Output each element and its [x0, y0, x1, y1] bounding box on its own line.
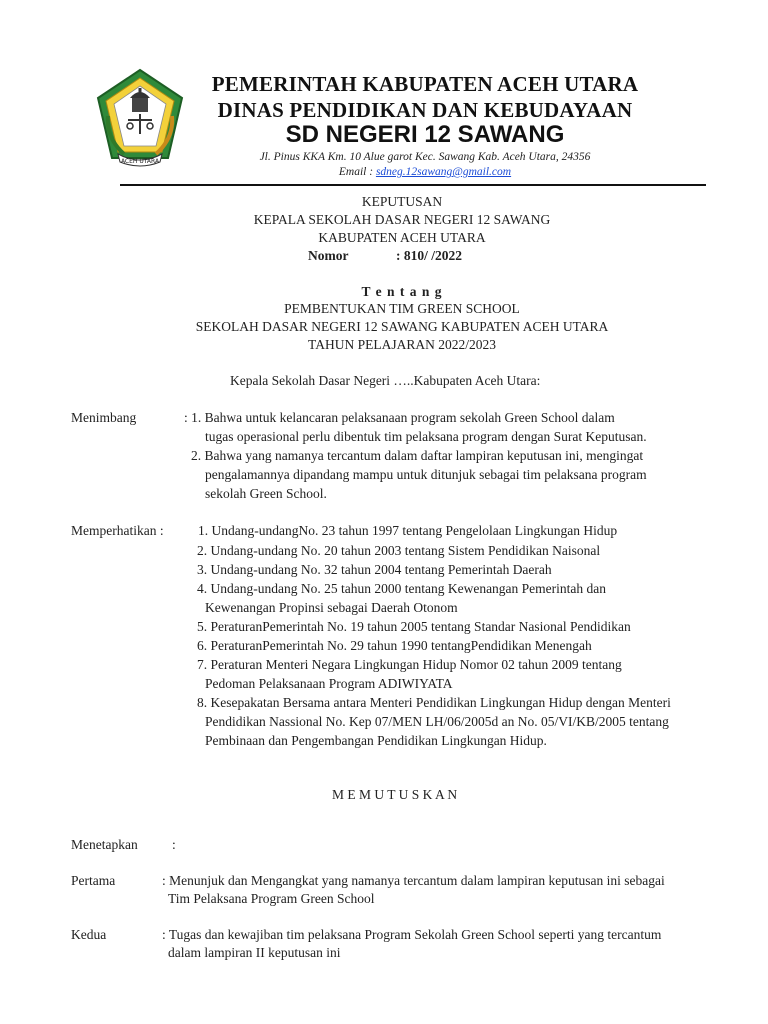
- tentang-label: T e n t a n g: [361, 284, 443, 299]
- memperhatikan-line: 5. PeraturanPemerintah No. 19 tahun 2005 tentang Standar Nasional Pendidikan: [197, 619, 631, 634]
- doc-title-issuer: KEPALA SEKOLAH DASAR NEGERI 12 SAWANG: [253, 212, 551, 227]
- email-label: Email :: [338, 166, 376, 178]
- menimbang-line: tugas operasional perlu dibentuk tim pelaksana program dengan Surat Keputusan.: [205, 429, 647, 444]
- menimbang-line: sekolah Green School.: [205, 486, 327, 501]
- letterhead-divider: [120, 184, 706, 186]
- memperhatikan-line: 1. Undang-undangNo. 23 tahun 1997 tentang Pengelolaan Lingkungan Hidup: [198, 523, 618, 538]
- tentang-line-2: SEKOLAH DASAR NEGERI 12 SAWANG KABUPATEN ACEH UTARA: [195, 319, 609, 334]
- letterhead-email-line: [190, 166, 660, 178]
- menetapkan-colon: :: [172, 837, 176, 852]
- letterhead-address: Jl. Pinus KKA Km. 10 Alue garot Kec. Sawang Kab. Aceh Utara, 24356: [259, 151, 591, 163]
- intro-line: Kepala Sekolah Dasar Negeri …..Kabupaten Aceh Utara:: [230, 373, 541, 388]
- kedua-line-1: : Tugas dan kewajiban tim pelaksana Program Sekolah Green School seperti yang tercantum: [162, 927, 662, 942]
- kabupaten-logo: [94, 68, 186, 168]
- logo-ribbon-text: ACEH UTARA: [120, 158, 160, 165]
- menimbang-line: 2. Bahwa yang namanya tercantum dalam daftar lampiran keputusan ini, mengingat: [191, 448, 644, 463]
- menimbang-line: : 1. Bahwa untuk kelancaran pelaksanaan program sekolah Green School dalam: [184, 410, 615, 425]
- letterhead-department: DINAS PENDIDIKAN DAN KEBUDAYAAN: [217, 98, 633, 122]
- nomor-label: Nomor: [308, 248, 349, 263]
- memutuskan-heading: M E M U T U S K A N: [332, 787, 458, 802]
- memperhatikan-line: 3. Undang-undang No. 32 tahun 2004 tentang Pemerintah Daerah: [197, 562, 552, 577]
- memperhatikan-line: Pendidikan Nassional No. Kep 07/MEN LH/06/2005d an No. 05/VI/KB/2005 tentang: [205, 714, 669, 729]
- pertama-line-2: Tim Pelaksana Program Green School: [168, 891, 375, 906]
- menimbang-line: pengalamannya dipandang mampu untuk ditunjuk sebagai tim pelaksana program: [205, 467, 647, 482]
- letterhead-government: PEMERINTAH KABUPATEN ACEH UTARA: [211, 72, 639, 96]
- memperhatikan-line: Pedoman Pelaksanaan Program ADIWIYATA: [205, 676, 453, 691]
- memperhatikan-line: 7. Peraturan Menteri Negara Lingkungan Hidup Nomor 02 tahun 2009 tentang: [197, 657, 622, 672]
- kedua-line-2: dalam lampiran II keputusan ini: [168, 945, 341, 960]
- pertama-label: Pertama: [71, 873, 116, 888]
- nomor-value: : 810/ /2022: [396, 248, 462, 263]
- memperhatikan-line: 4. Undang-undang No. 25 tahun 2000 tentang Kewenangan Pemerintah dan: [197, 581, 607, 596]
- menimbang-label: Menimbang: [71, 410, 137, 425]
- tentang-line-3: TAHUN PELAJARAN 2022/2023: [308, 337, 496, 352]
- memperhatikan-line: Pembinaan dan Pengembangan Pendidikan Lingkungan Hidup.: [205, 733, 547, 748]
- pertama-line-1: : Menunjuk dan Mengangkat yang namanya tercantum dalam lampiran keputusan ini sebagai: [162, 873, 665, 888]
- memperhatikan-label: Memperhatikan :: [71, 523, 164, 538]
- memperhatikan-line: 6. PeraturanPemerintah No. 29 tahun 1990 tentangPendidikan Menengah: [197, 638, 592, 653]
- memperhatikan-line: 8. Kesepakatan Bersama antara Menteri Pendidikan Lingkungan Hidup dengan Menteri: [197, 695, 671, 710]
- kedua-label: Kedua: [71, 927, 107, 942]
- letterhead-school: SD NEGERI 12 SAWANG: [285, 121, 565, 148]
- doc-title: KEPUTUSAN: [361, 194, 443, 209]
- tentang-line-1: PEMBENTUKAN TIM GREEN SCHOOL: [284, 301, 520, 316]
- email-link[interactable]: sdneg.12sawang@gmail.com: [375, 166, 512, 178]
- doc-title-region: KABUPATEN ACEH UTARA: [318, 230, 486, 245]
- memperhatikan-line: 2. Undang-undang No. 20 tahun 2003 tentang Sistem Pendidikan Naisonal: [197, 543, 601, 558]
- menetapkan-label: Menetapkan: [71, 837, 138, 852]
- memperhatikan-line: Kewenangan Propinsi sebagai Daerah Otonom: [205, 600, 458, 615]
